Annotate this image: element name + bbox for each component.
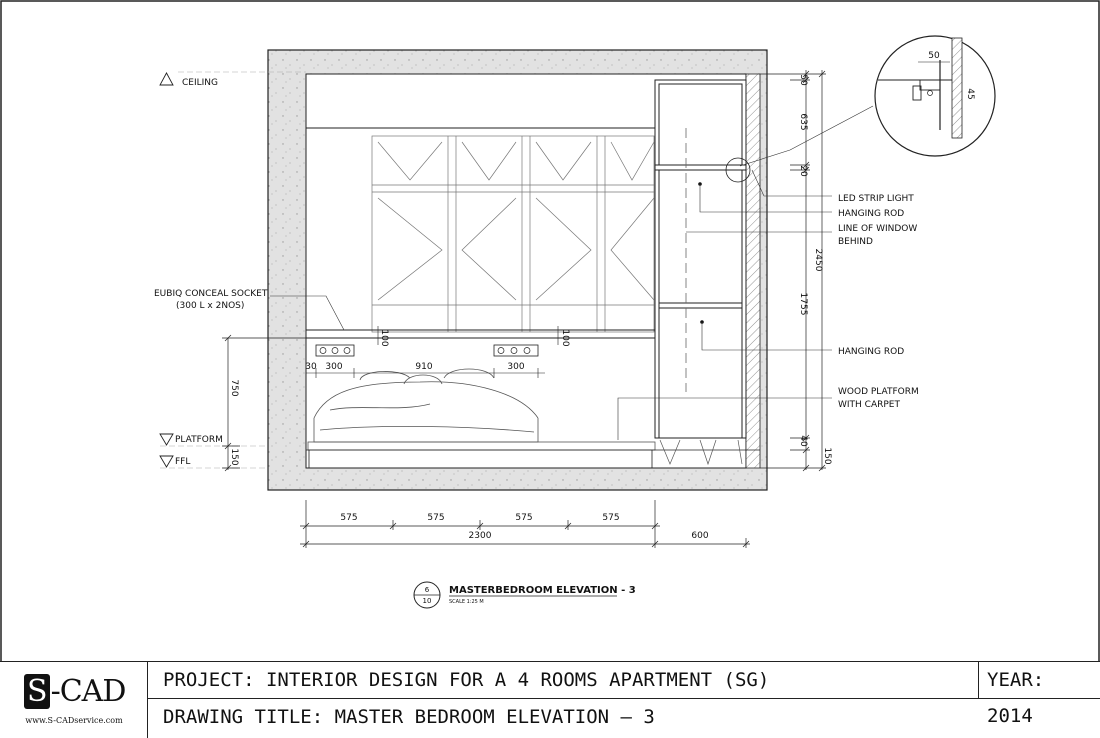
dim-right-50: 50 [798,74,808,86]
note-rod-2: HANGING ROD [838,347,905,357]
logo [0,662,148,738]
dim-socket-910: 910 [415,362,433,372]
note-socket-2: (300 L x 2NOS) [176,301,245,311]
svg-text:FFL: FFL [175,457,191,467]
note-socket-1: EUBIQ CONCEAL SOCKET [154,289,268,299]
svg-text:PLATFORM: PLATFORM [175,435,223,445]
note-platform-1: WOOD PLATFORM [838,387,919,397]
note-rod-1: HANGING ROD [838,209,905,219]
level-platform [160,434,268,446]
dim-socket-30: 30 [305,362,317,372]
note-window-2: BEHIND [838,237,873,247]
dim-right-20: 20 [798,165,808,177]
socket-left [316,345,354,356]
dim-right-150: 150 [822,447,832,465]
dim-socket-height-a: 100 [379,329,389,347]
level-ffl [160,456,268,468]
dim-left-150: 150 [229,448,239,466]
wall-frame [268,50,767,490]
bottom-dimension-lines [300,500,750,548]
dim-overall-height: 2450 [813,248,823,272]
project-title: PROJECT: INTERIOR DESIGN FOR A 4 ROOMS APARTMENT (SG) [148,662,979,699]
note-led: LED STRIP LIGHT [838,194,914,204]
svg-text:SCALE 1:25 M: SCALE 1:25 M [449,599,484,605]
svg-text:50: 50 [928,51,940,61]
svg-text:MASTERBEDROOM ELEVATION - 3: MASTERBEDROOM ELEVATION - 3 [449,585,636,596]
logo-mark: S -CAD [24,674,125,709]
dim-bottom-1: 575 [340,513,358,523]
drawing-label [414,582,636,608]
socket-right [494,345,538,356]
drawing-title: DRAWING TITLE: MASTER BEDROOM ELEVATION – 3 [163,706,655,728]
detail-callout [875,36,995,156]
dim-socket-height-b: 100 [560,329,570,347]
dim-right-1755: 1755 [798,292,808,316]
dim-bottom-3: 575 [515,513,533,523]
dim-right-635: 635 [798,113,808,131]
dim-right-width: 600 [691,531,709,541]
svg-text:CEILING: CEILING [182,78,218,88]
dim-right-40: 40 [798,435,808,447]
logo-url: www.S-CADservice.com [25,716,123,725]
svg-text:10: 10 [422,597,432,605]
svg-text:6: 6 [424,586,430,594]
title-block [0,661,1100,737]
note-platform-2: WITH CARPET [838,400,900,410]
dim-total: 2300 [468,531,492,541]
dim-bottom-2: 575 [427,513,445,523]
dim-socket-300b: 300 [507,362,525,372]
dim-bottom-4: 575 [602,513,620,523]
svg-text:45: 45 [965,88,975,100]
dim-socket-300a: 300 [325,362,343,372]
year: YEAR: 2014 [979,662,1100,699]
dim-left-750: 750 [229,379,239,397]
note-window-1: LINE OF WINDOW [838,224,918,234]
